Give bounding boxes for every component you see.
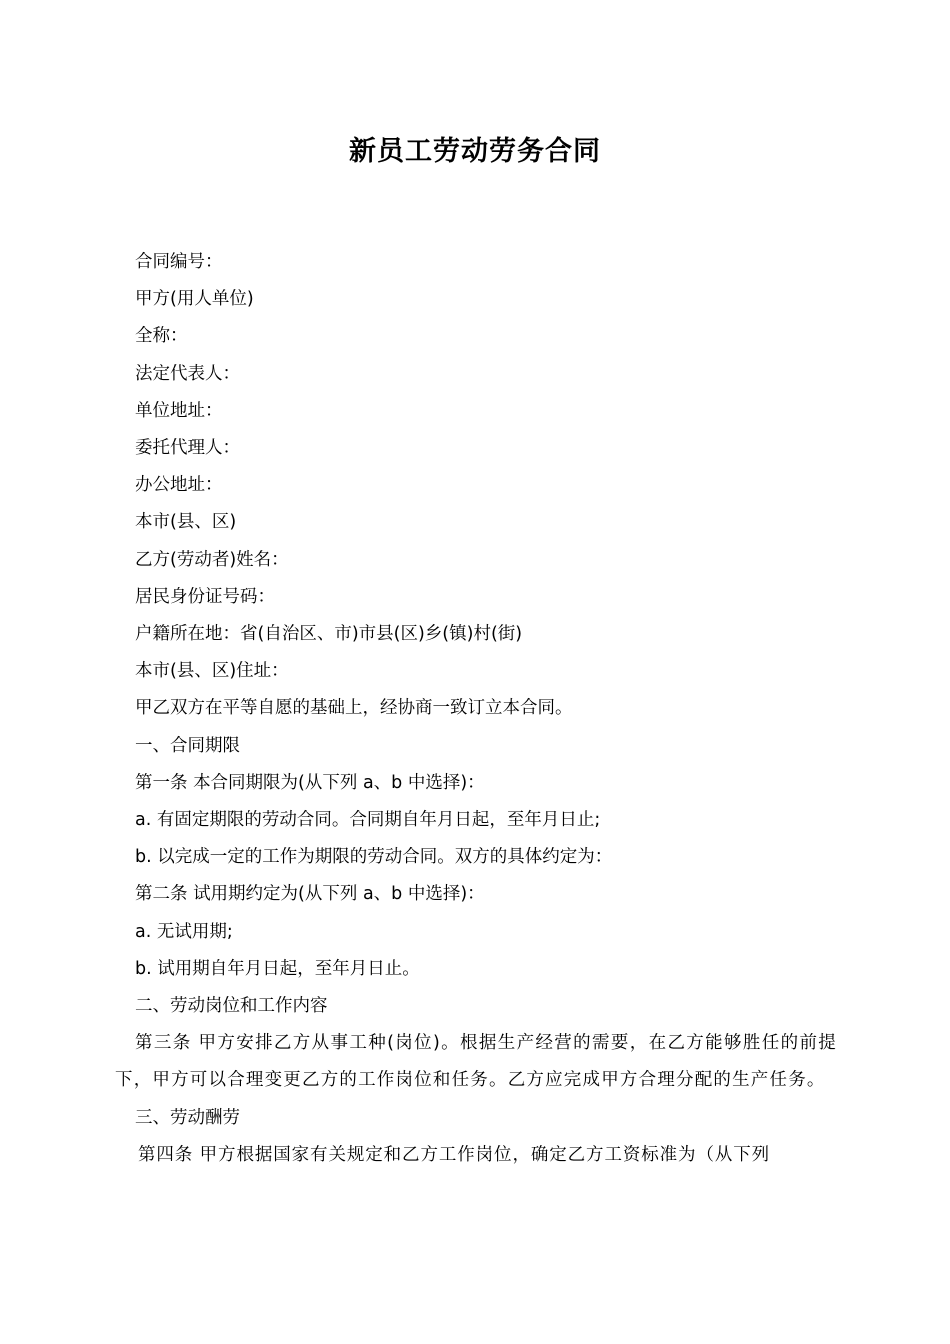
contract-number-line: 合同编号： [135, 252, 223, 272]
article-2-line: 第二条 试用期约定为(从下列 a、b 中选择)： [135, 884, 485, 905]
article-1-option-a: a. 有固定期限的劳动合同。合同期自年月日起，至年月日止; [135, 810, 601, 831]
company-address-line: 单位地址： [135, 400, 223, 421]
section-heading-remuneration: 三、劳动酬劳 [135, 1107, 240, 1128]
article-2-option-b: b. 试用期自年月日起，至年月日止。 [135, 958, 420, 979]
document-title: 新员工劳动劳务合同 [349, 136, 601, 167]
section-heading-term: 一、合同期限 [135, 735, 240, 756]
household-registration-line: 户籍所在地：省(自治区、市)市县(区)乡(镇)村(街) [135, 624, 523, 645]
office-address-line: 办公地址： [135, 475, 223, 496]
local-address-line: 本市(县、区)住址： [135, 661, 289, 682]
party-a-heading: 甲方(用人单位) [135, 289, 254, 310]
document-body [115, 244, 837, 1174]
id-number-line: 居民身份证号码： [135, 586, 275, 607]
agreement-intro-line: 甲乙双方在平等自愿的基础上，经协商一致订立本合同。 [135, 698, 573, 719]
authorized-agent-line: 委托代理人： [135, 438, 240, 459]
party-a-full-name-line: 全称： [135, 326, 188, 347]
section-heading-position: 二、劳动岗位和工作内容 [135, 996, 328, 1017]
party-b-name-line: 乙方(劳动者)姓名： [135, 549, 289, 570]
article-1-option-b: b. 以完成一定的工作为期限的劳动合同。双方的具体约定为： [135, 847, 613, 868]
article-2-option-a: a. 无试用期; [135, 921, 233, 942]
article-3-paragraph: 第三条 甲方安排乙方从事工种(岗位)。根据生产经营的需要，在乙方能够胜任的前提下，甲方可以合理变更乙方的工作岗位和任务。乙方应完成甲方合理分配的生产任务。 [115, 1033, 837, 1091]
article-1-line: 第一条 本合同期限为(从下列 a、b 中选择)： [135, 772, 485, 793]
legal-representative-line: 法定代表人： [135, 363, 240, 384]
article-4-paragraph: 第四条 甲方根据国家有关规定和乙方工作岗位，确定乙方工资标准为（从下列 [138, 1144, 771, 1165]
city-district-line: 本市(县、区) [135, 512, 237, 533]
